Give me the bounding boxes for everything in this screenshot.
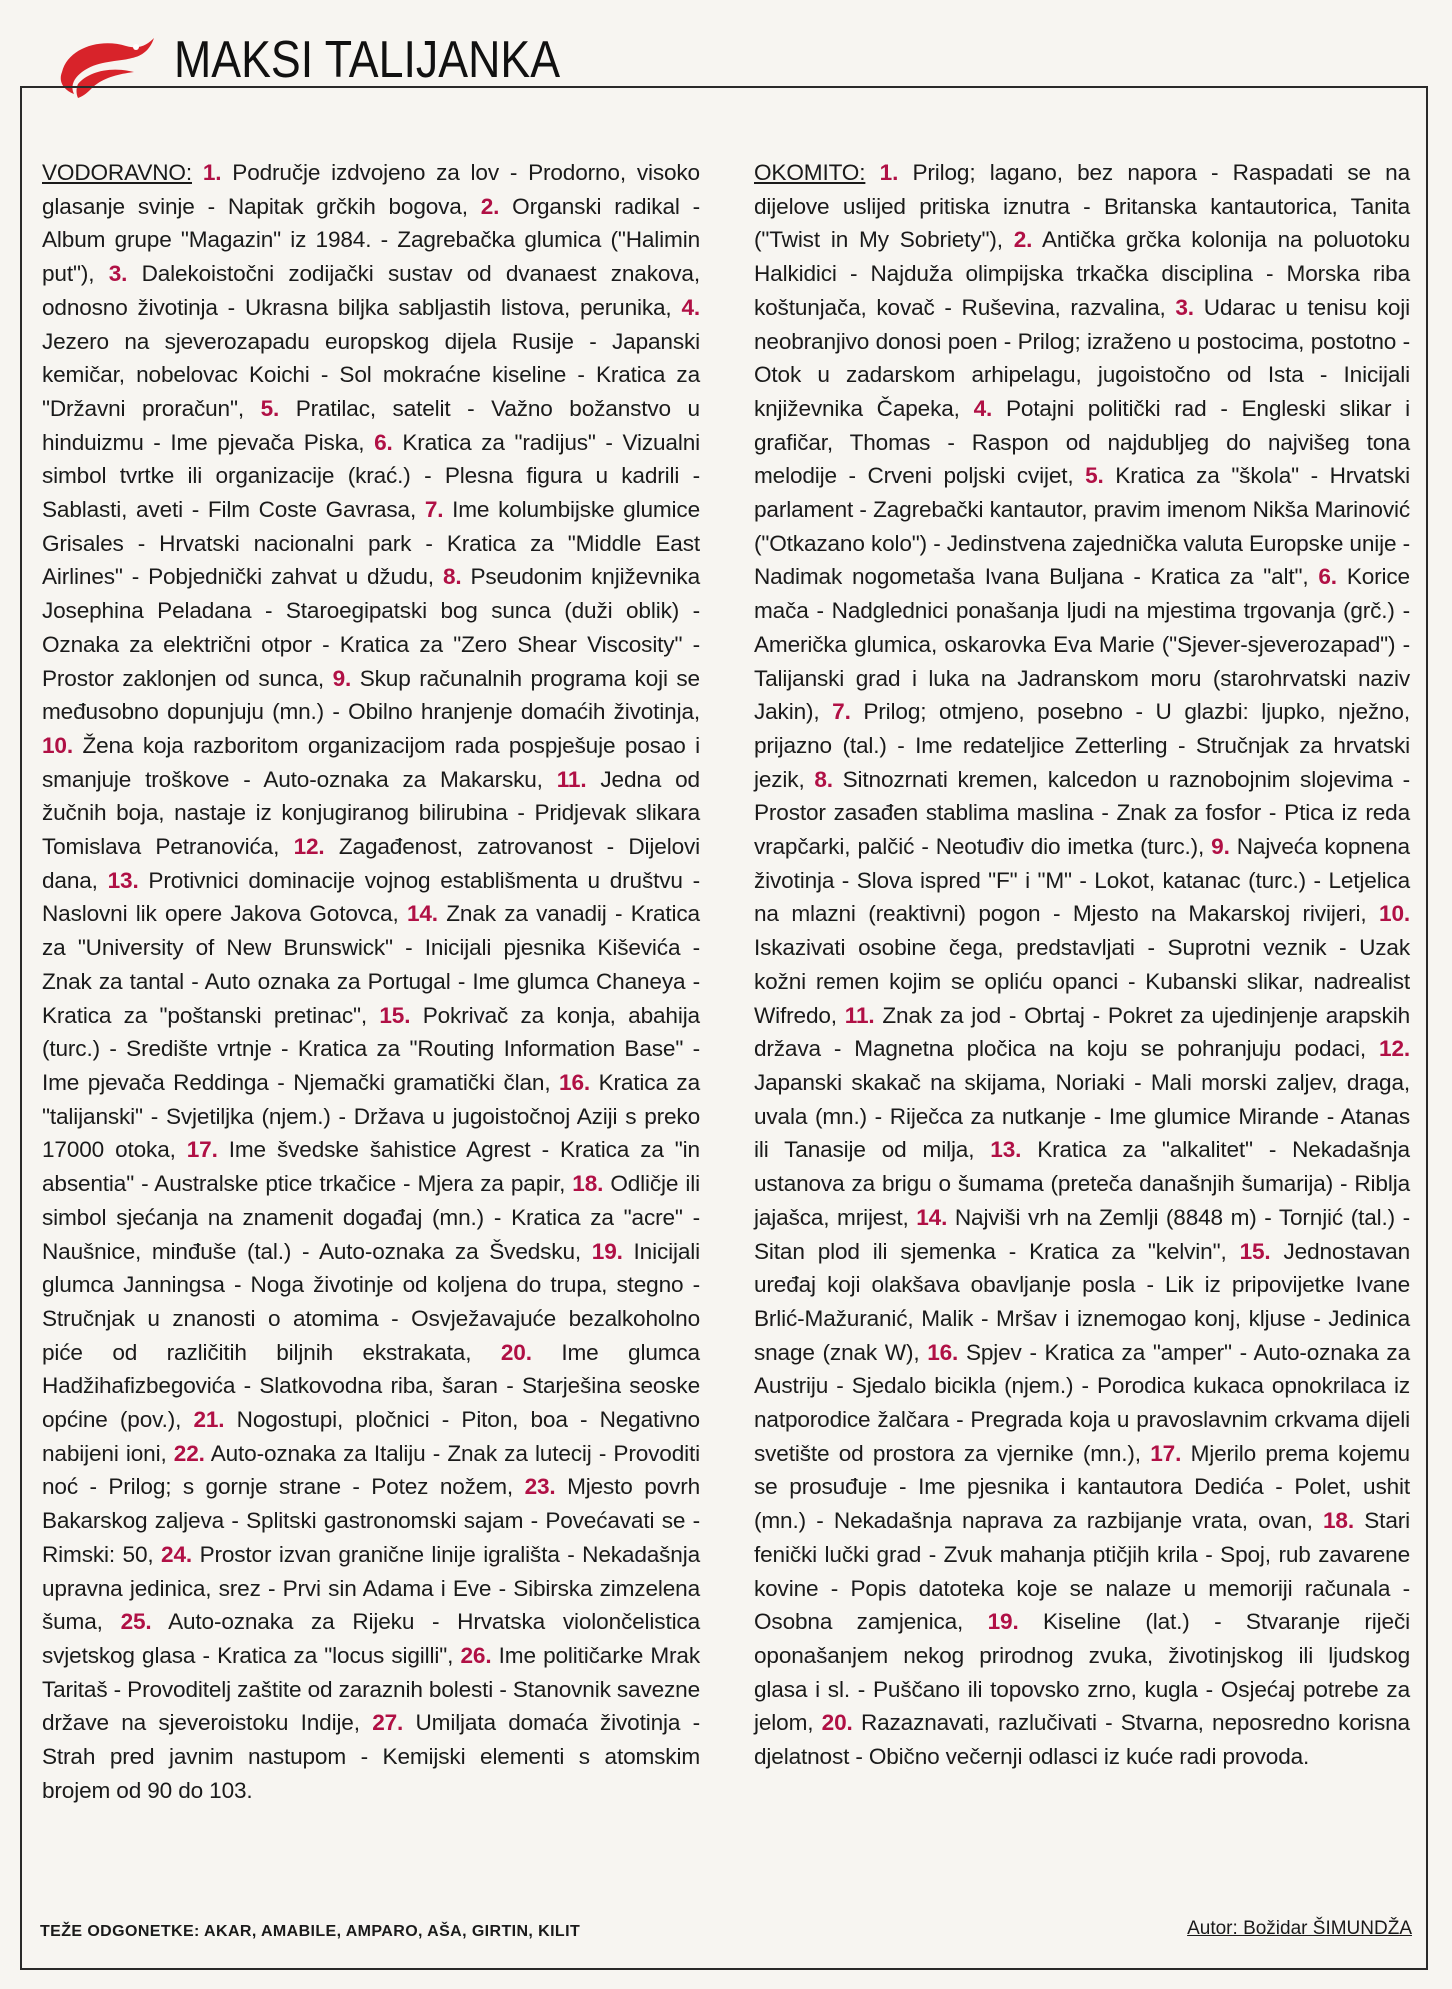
clue-text: Odličje ili simbol sjećanja na znamenit događaj (mn.) - Kratica za "acre" - Naušnice, minđuše (tal.) - Auto-oznaka za Švedsku, (42, 1171, 700, 1264)
clue-text: Znak za vanadij - Kratica za "University of New Brunswick" - Inicijali pjesnika Kiševića - Znak za tantal - Auto oznaka za Portugal - Ime glumca Chaneya - Kratica za "poštanski pretinac", (42, 901, 700, 1028)
hard-answers-hint: TEŽE ODGONETKE: AKAR, AMABILE, AMPARO, AŠA, GIRTIN, KILIT (40, 1923, 581, 1940)
clue-text: Područje izdvojeno za lov - Prodorno, visoko glasanje svinje - Napitak grčkih bogova, (42, 160, 700, 219)
clue-number: 27. (372, 1710, 404, 1736)
clue-text: Organski radikal - Album grupe "Magazin" iz 1984. - Zagrebačka glumica ("Halimin put"), (42, 193, 700, 287)
clue-text: Pokrivač za konja, abahija (turc.) - Središte vrtnje - Kratica za "Routing Information Base" - Ime pjevača Reddinga - Njemački gramatički član, (42, 1002, 700, 1095)
clue-number: 1. (202, 160, 222, 185)
clue-number: 4. (681, 294, 700, 320)
clue-text: Spjev - Kratica za "amper" - Auto-oznaka za Austriju - Sjedalo bicikla (njem.) - Porodica kukaca opnokrilaca iz natporodice žalčara - Pregrada koja u pravoslavnim crkvama dijeli svetište od prostora za vjernike (mn.), (754, 1339, 1410, 1466)
clue-text: Udarac u tenisu koji neobranjivo donosi poen - Prilog; izraženo u postocima, postotno - Otok u zadarskom arhipelagu, jugoistočno od Ista - Inicijali književnika Čapeka, (754, 294, 1410, 421)
clue-text: Skup računalnih programa koji se međusobno dopunjuju (mn.) - Obilno hranjenje domaćih životinja, (42, 665, 700, 725)
clue-number: 15. (379, 1002, 411, 1028)
clue-number: 3. (108, 261, 128, 287)
author-credit: Autor: Božidar ŠIMUNDŽA (1187, 1918, 1412, 1939)
clue-text: Pseudonim književnika Josephina Peladana - Staroegipatski bog sunca (duži oblik) - Oznaka za električni otpor - Kratica za "Zero Shear Viscosity" - Prostor zaklonjen od sunca, (42, 564, 700, 691)
clue-text: Jedna od žučnih boja, nastaje iz konjugiranog bilirubina - Pridjevak slikara Tomislava Petranovića, (42, 766, 700, 860)
clue-text: Pratilac, satelit - Važno božanstvo u hinduizmu - Ime pjevača Piska, (42, 395, 700, 455)
clue-number: 18. (1323, 1508, 1354, 1534)
clue-number: 19. (987, 1609, 1019, 1635)
clue-number: 20. (500, 1339, 532, 1365)
clue-number: 17. (186, 1137, 218, 1163)
clue-number: 16. (559, 1069, 591, 1095)
clue-text: Zagađenost, zatrovanost - Dijelovi dana, (42, 834, 700, 893)
clue-number: 3. (1175, 294, 1194, 320)
clue-text: Umiljata domaća životinja - Strah pred javnim nastupom - Kemijski elementi s atomskim brojem od 90 do 103. (42, 1710, 700, 1803)
clue-number: 7. (832, 699, 851, 725)
clue-text: Kratica za "radijus" - Vizualni simbol tvrtke ili organizacije (krać.) - Plesna figura u kadrili - Sablasti, aveti - Film Coste Gavrasa, (42, 429, 700, 523)
clue-text: Dalekoistočni zodijački sustav od dvanaest znakova, odnosno životinja - Ukrasna biljka sabljastih listova, perunika, (42, 261, 700, 320)
clue-item (754, 1003, 1410, 1062)
clue-number: 1. (879, 160, 899, 185)
clue-number: 12. (1379, 1036, 1410, 1062)
clue-number: 10. (1379, 901, 1410, 927)
clue-number: 8. (442, 564, 462, 590)
clue-number: 19. (591, 1238, 623, 1264)
clue-text: Kratica za "škola" - Hrvatski parlament - Zagrebački kantautor, pravim imenom Nikša Marinović ("Otkazano kolo") - Jedinstvena zajednička valuta Europske unije - Nadimak nogometaša Ivana Buljana - Kratica za "alt", (754, 463, 1411, 590)
clue-text: Prilog; otmjeno, posebno - U glazbi: ljupko, nježno, prijazno (tal.) - Ime redateljice Zetterling - Stručnjak za hrvatski jezik, (754, 699, 1410, 792)
clue-text: Ime švedske šahistice Agrest - Kratica za "in absentia" - Australske ptice trkačice - Mjera za papir, (42, 1137, 700, 1197)
clue-text: Razaznavati, razlučivati - Stvarna, neposredno korisna djelatnost - Obično večernji odlasci iz kuće radi provoda. (754, 1710, 1410, 1770)
clue-text: Antička grčka kolonija na poluotoku Halkidici - Najduža olimpijska trkačka disciplina - Morska riba koštunjača, kovač - Ruševina, razvalina, (754, 227, 1410, 320)
clue-text: Sitnozrnati kremen, kalcedon u raznobojnim slojevima - Prostor zasađen stablima maslina - Znak za fosfor - Ptica iz reda vrapčarki, palčić - Neotuđiv dio imetka (turc.), (754, 766, 1410, 860)
clue-text: Auto-oznaka za Italiju - Znak za lutecij - Provoditi noć - Prilog; s gornje strane - Potez nožem, (42, 1440, 700, 1500)
clue-number: 13. (107, 867, 139, 893)
clue-text: Iskazivati osobine čega, predstavljati - Suprotni veznik - Uzak kožni remen kojim se opliću opanci - Kubanski slikar, nadrealist Wifredo, (754, 935, 1410, 1028)
clue-text: Ime političarke Mrak Taritaš - Provoditelj zaštite od zaraznih bolesti - Stanovnik savezne države na sjeveroistoku Indije, (42, 1642, 700, 1736)
clue-number: 16. (927, 1339, 959, 1365)
clue-text: Japanski skakač na skijama, Noriaki - Mali morski zaljev, draga, uvala (mn.) - Riječca za nutkanje - Ime glumice Mirande - Atanas ili Tanasije od milja, (754, 1069, 1410, 1163)
clue-text: Potajni politički rad - Engleski slikar i grafičar, Thomas - Raspon od najdubljeg do najvišeg tona melodije - Crveni poljski cvijet, (754, 395, 1410, 489)
clue-number: 9. (1211, 834, 1230, 860)
clue-number: 8. (814, 766, 833, 792)
clue-text: Protivnici dominacije vojnog establišmenta u društvu - Naslovni lik opere Jakova Gotovca, (42, 867, 700, 927)
clue-text: Ime glumca Hadžihafizbegovića - Slatkovodna riba, šaran - Starješina seoske općine (pov.), (42, 1339, 700, 1433)
clue-number: 13. (990, 1137, 1022, 1163)
clue-number: 20. (821, 1710, 853, 1736)
clue-number: 17. (1150, 1440, 1182, 1466)
clue-number: 11. (844, 1002, 875, 1028)
okomito-heading: OKOMITO: (754, 160, 866, 185)
vodoravno-heading: VODORAVNO: (42, 160, 192, 185)
clue-text: Inicijali glumca Janningsa - Noga životinje od koljena do trupa, stegno - Stručnjak u znanosti o atomima - Osvježavajuće bezalkoholno piće od različitih biljnih ekstrakata, (42, 1238, 700, 1365)
clue-number: 4. (973, 395, 993, 421)
clue-number: 5. (260, 395, 280, 421)
clue-text: Korice mača - Nadglednici ponašanja ljudi na mjestima trgovanja (grč.) - Američka glumica, oskarovka Eva Marie ("Sjever-sjeverozapad") - Talijanski grad i luka na Jadranskom moru (starohrvatski naziv Jakin), (754, 564, 1410, 725)
clue-number: 12. (293, 834, 325, 860)
clue-number: 5. (1085, 463, 1104, 489)
clue-number: 14. (406, 901, 438, 927)
clue-text: Mjesto povrh Bakarskog zaljeva - Splitski gastronomski sajam - Povećavati se - Rimski: 50, (42, 1474, 700, 1567)
clue-text: Prostor izvan granične linije igrališta - Nekadašnja upravna jedinica, srez - Prvi sin Adama i Eve - Sibirska zimzelena šuma, (42, 1541, 700, 1635)
clue-text: Kratica za "talijanski" - Svjetiljka (njem.) - Država u jugoistočnoj Aziji s preko 17000 otoka, (42, 1069, 700, 1163)
clue-number: 26. (460, 1642, 492, 1668)
clue-text: Najviši vrh na Zemlji (8848 m) - Tornjić (tal.) - Sitan plod ili sjemenka - Kratica za "kelvin", (754, 1204, 1410, 1264)
clue-number: 11. (556, 766, 587, 792)
clue-text: Kratica za "alkalitet" - Nekadašnja ustanova za brigu o šumama (preteča današnjih šumarija) - Riblja jajašca, mrijest, (754, 1137, 1410, 1230)
clue-number: 10. (42, 732, 73, 758)
clue-text: Ime kolumbijske glumice Grisales - Hrvatski nacionalni park - Kratica za "Middle East Airlines" - Pobjednički zahvat u džudu, (42, 497, 700, 590)
okomito-column (754, 156, 1410, 1774)
clue-text: Auto-oznaka za Rijeku - Hrvatska violončelistica svjetskog glasa - Kratica za "locus sigilli", (42, 1609, 700, 1668)
clue-number: 9. (332, 665, 352, 691)
page-title: MAKSI TALIJANKA (174, 31, 561, 89)
clue-text: Jezero na sjeverozapadu europskog dijela Rusije - Japanski kemičar, nobelovac Koichi - Sol mokraćne kiseline - Kratica za "Državni proračun", (42, 328, 700, 421)
clue-item (42, 261, 700, 320)
clue-number: 23. (524, 1474, 556, 1500)
clue-text: Prilog; lagano, bez napora - Raspadati se na dijelove uslijed pritiska iznutra - Britanska kantautorica, Tanita ("Twist in My Sobriety"), (754, 160, 1410, 253)
clue-number: 2. (1013, 227, 1033, 253)
clue-number: 24. (161, 1541, 193, 1567)
clue-text: Jednostavan uređaj koji olakšava obavljanje posla - Lik iz pripovijetke Ivane Brlić-Mažuranić, Malik - Mršav i iznemogao konj, kljuse - Jedinica snage (znak W), (754, 1238, 1410, 1365)
clue-text: Znak za jod - Obrtaj - Pokret za ujedinjenje arapskih država - Magnetna pločica na koju se pohranjuju podaci, (754, 1002, 1410, 1062)
clue-text: Najveća kopnena životinja - Slova ispred "F" i "M" - Lokot, katanac (turc.) - Letjelica na mlazni (reaktivni) pogon - Mjesto na Makarskoj rivijeri, (754, 834, 1410, 927)
clue-text: Stari fenički lučki grad - Zvuk mahanja ptičjih krila - Spoj, rub zavarene kovine - Popis datoteka koje se nalaze u memoriji računala - Osobna zamjenica, (754, 1508, 1410, 1635)
clue-number: 25. (120, 1609, 152, 1635)
clue-number: 6. (374, 429, 393, 455)
clue-text: Mjerilo prema kojemu se prosuđuje - Ime pjesnika i kantautora Dedića - Polet, ushit (mn.) - Nekadašnja naprava za razbijanje vrata, ovan, (754, 1440, 1410, 1534)
clue-number: 14. (916, 1204, 948, 1230)
clue-text: Nogostupi, pločnici - Piton, boa - Negativno nabijeni ioni, (42, 1407, 700, 1466)
clue-number: 22. (173, 1440, 205, 1466)
clue-number: 6. (1318, 564, 1337, 590)
clue-item (754, 1710, 1410, 1769)
clue-number: 21. (193, 1407, 225, 1433)
clue-number: 7. (424, 497, 444, 523)
clue-text: Žena koja razboritom organizacijom rada pospješuje posao i smanjuje troškove - Auto-oznaka za Makarsku, (42, 732, 700, 792)
clue-text: Kiseline (lat.) - Stvaranje riječi oponašanjem nekog prirodnog zvuka, životinjskog ili ljudskog glasa i sl. - Puščano ili topovsko zrno, kugla - Osjećaj potrebe za jelom, (754, 1609, 1410, 1736)
vodoravno-column (42, 156, 700, 1807)
clue-number: 15. (1239, 1238, 1271, 1264)
clue-number: 2. (480, 193, 500, 219)
clue-number: 18. (572, 1171, 604, 1197)
